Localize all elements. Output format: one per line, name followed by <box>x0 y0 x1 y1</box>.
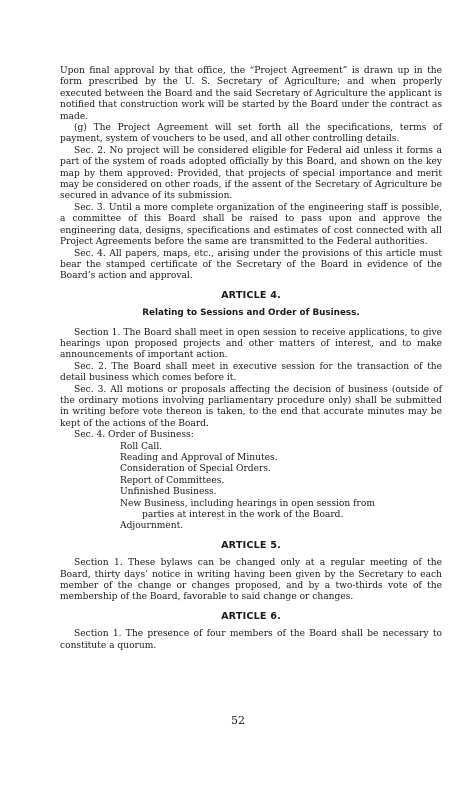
page-number: 52 <box>231 714 245 727</box>
article-5-heading: ARTICLE 5. <box>221 539 281 551</box>
article-4-section-3: Sec. 3. All motions or proposals affecting the decision of business (outside of the ordinary motions involving parliamentary procedure only) shall be submitted in writing before vote thereon is taken, to the end that accurate minutes may be kept of the actions of the Board. <box>60 384 442 429</box>
document-page <box>60 66 442 652</box>
article-4-heading: ARTICLE 4. <box>221 289 281 301</box>
article-4-subheading: Relating to Sessions and Order of Business. <box>142 308 360 319</box>
list-item: Report of Committees. <box>120 475 225 486</box>
article-4-section-1: Section 1. The Board shall meet in open session to receive applications, to give hearings upon proposed projects and other matters of interest, and to make announcements of important action. <box>60 327 442 361</box>
list-item: Reading and Approval of Minutes. <box>120 453 278 463</box>
article-6-heading: ARTICLE 6. <box>221 610 281 622</box>
list-item: Unfinished Business. <box>120 487 217 498</box>
article-6-section-1: Section 1. The presence of four members of the Board shall be necessary to constitute a quorum. <box>60 629 442 651</box>
order-of-business-heading: Sec. 4. Order of Business: <box>74 430 194 441</box>
list-item: Roll Call. <box>120 441 163 452</box>
paragraph-sec3-committee: Sec. 3. Until a more complete organization of the engineering staff is possible, a committee of this Board shall be raised to pass upon and approve the engineering data, designs, specifications and estimates of cost connected with all Project Agreements before the same are transmitted to the Federal authorities. <box>60 202 442 248</box>
paragraph-sec2-eligibility: Sec. 2. No project will be considered eligible for Federal aid unless it forms a part of the system of roads adopted officially by this Board, and shown on the key map by them approved: Provided, that projects of special importance and merit may be considered on other roads, if the assent of the Secretary of Agriculture be secured in advance of its submission. <box>60 145 442 202</box>
paragraph-project-agreement: Upon final approval by that office, the “Project Agreement” is drawn up in the form prescribed by the U. S. Secretary of Agriculture; and when properly executed between the Board and the said Secretary of Agriculture the applicant is notified that construction work will be started by the Board under the contract as made. <box>60 66 442 122</box>
article-5-section-1: Section 1. These bylaws can be changed only at a regular meeting of the Board, thirty days’ notice in writing having been given by the Secretary to each member of the change or changes proposed, and by a two-thirds vote of the membership of the Board, favorable to said change or changes. <box>60 558 442 603</box>
article-4-section-2: Sec. 2. The Board shall meet in executive session for the transaction of the detail business which comes before it. <box>60 361 442 384</box>
new-business-line-1: New Business, including hearings in open session from <box>120 498 375 509</box>
list-item: Consideration of Special Orders. <box>120 464 271 475</box>
paragraph-g-specifications: (g) The Project Agreement will set forth all the specifications, terms of payment, system of vouchers to be used, and all other controlling details. <box>60 123 442 145</box>
paragraph-sec4-papers: Sec. 4. All papers, maps, etc., arising under the provisions of this article must bear the stamped certificate of the Secretary of the Board in evidence of the Board’s action and approval. <box>60 248 442 282</box>
list-item-new-business <box>120 499 442 522</box>
list-item: Adjournment. <box>120 521 184 532</box>
new-business-line-2: parties at interest in the work of the Board. <box>142 510 344 521</box>
order-of-business-list <box>60 442 442 533</box>
